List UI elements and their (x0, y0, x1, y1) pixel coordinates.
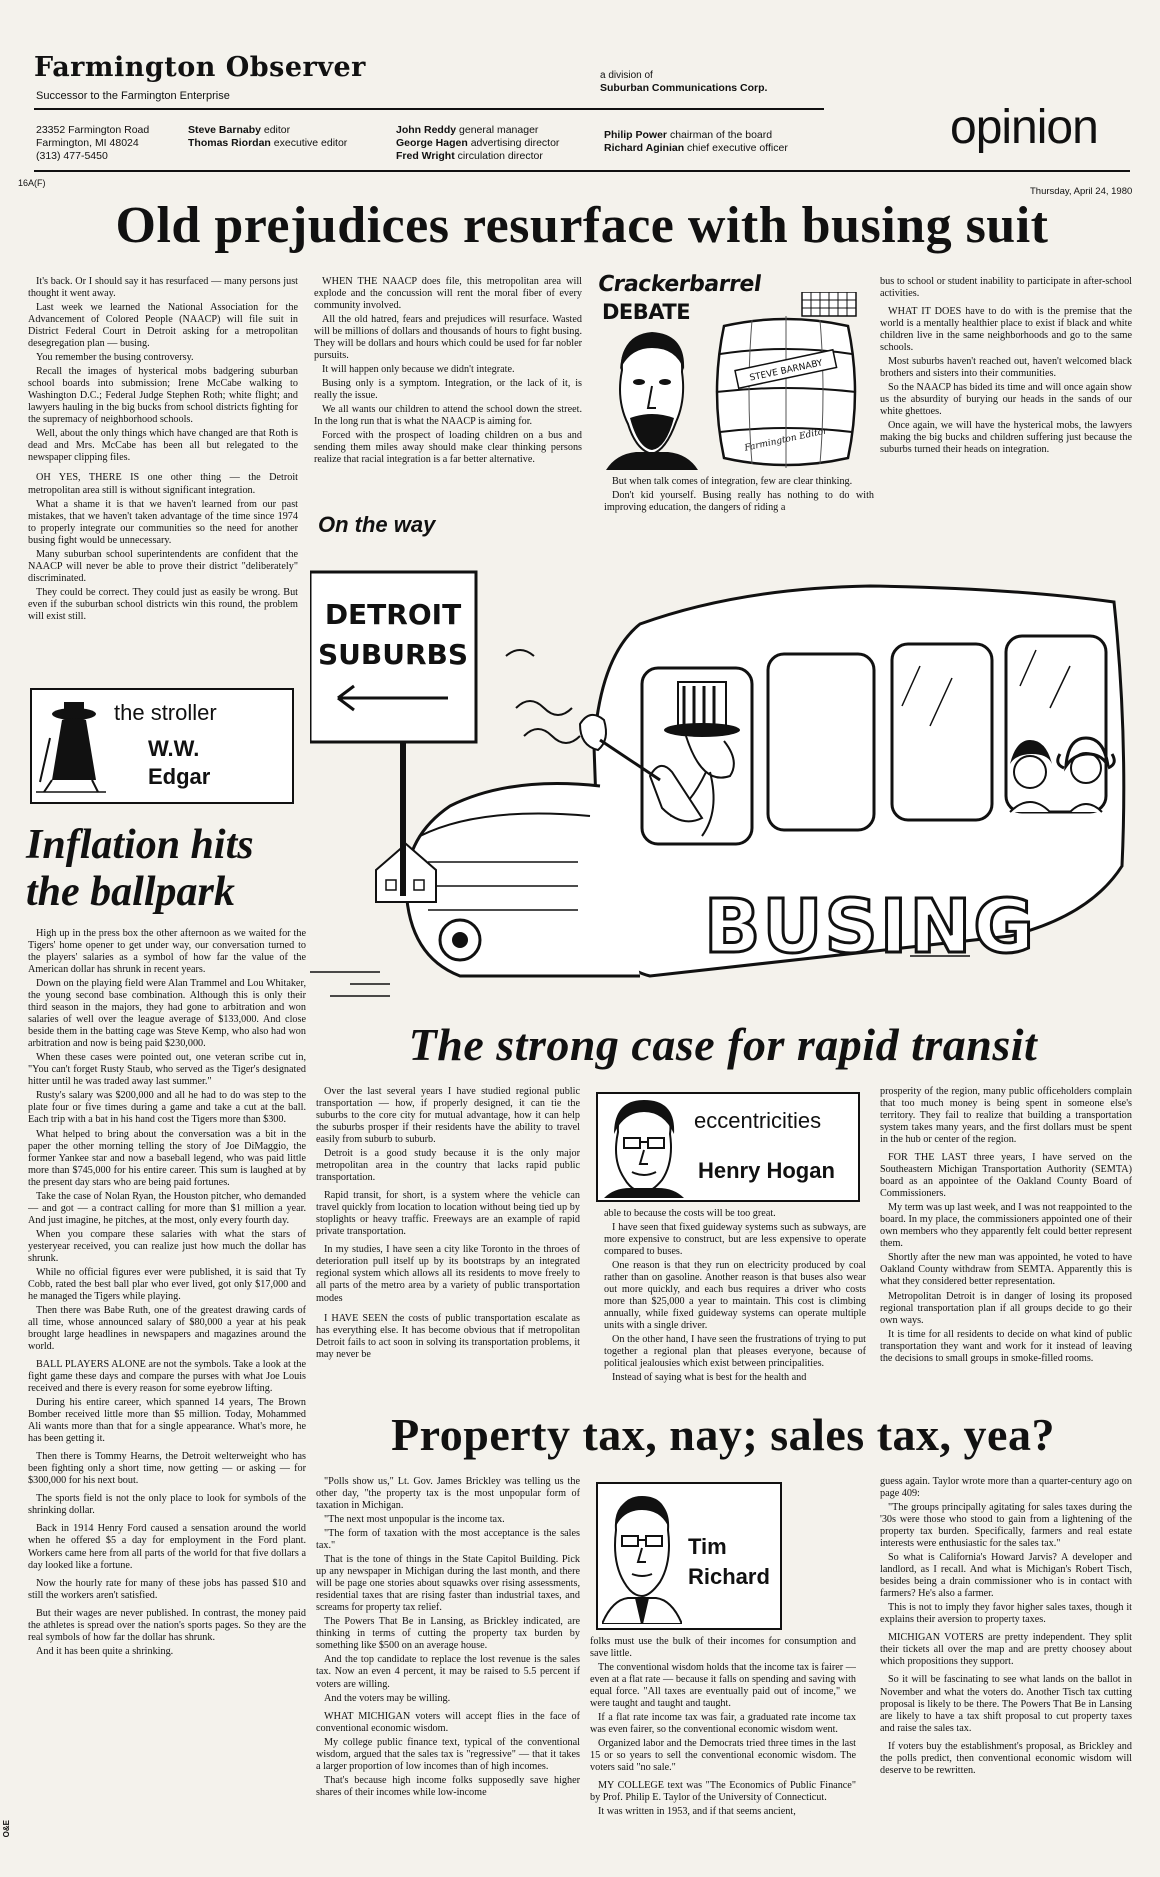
staff-entry: Fred Wright circulation director (396, 150, 543, 163)
paragraph: Don't kid yourself. Busing really has nothing to do with improving education, the dangers of riding a (604, 490, 874, 514)
eccentricities-author: Henry Hogan (698, 1158, 835, 1183)
paragraph: It will happen only because we didn't integrate. (322, 364, 515, 376)
masthead-address (36, 124, 149, 163)
paragraph: MICHIGAN VOTERS are pretty independent. They split their tickets all over the map and are pretty choosey about which propositions they support. (880, 1632, 1132, 1668)
paragraph: WHAT IT DOES have to do with is the premise that the world is a mentally healthier place to exist if black and white children live in the same neighborhoods and go to the same schools. (880, 306, 1132, 354)
paragraph: Down on the playing field were Alan Trammel and Lou Whitaker, the young second base combination. Although this is only their third season in the majors, they had gone to arbitration and won salaries of well over the league average of $133,000. And close beside them in the batting cage was Steve Kemp, who also had won arbitration and now is being paid $230,000. (28, 978, 306, 1050)
paragraph: "The next most unpopular is the income tax. (324, 1514, 505, 1526)
paragraph: Now the hourly rate for many of these jobs has passed $10 and still the workers aren't satisfied. (28, 1577, 306, 1601)
staff-entry: Philip Power chairman of the board (604, 129, 773, 141)
paragraph: "Polls show us," Lt. Gov. James Brickley was telling us the other day, "the property tax is the most unpopular form of taxation in Michigan. (316, 1476, 580, 1512)
paragraph: Well, about the only things which have changed are that Roth is dead and Mrs. McCabe has been all but relegated to the newspaper clipping files. (28, 428, 298, 464)
masthead-staff-board (604, 129, 788, 155)
paragraph: folks must use the bulk of their incomes for consumption and save little. (590, 1636, 856, 1660)
paragraph: That is the tone of things in the State Capitol Building. Pick up any newspaper in Michigan during the last month, and there will be page one stories about squawks over rising assessments, residential taxes that are rising faster than industrial taxes, and screams for property tax relief. (316, 1554, 580, 1614)
sign-line-2: SUBURBS (317, 638, 469, 671)
barrel-icon (706, 292, 866, 472)
paragraph: Instead of saying what is best for the health and (612, 1372, 807, 1384)
staff-entry: John Reddy general manager (396, 124, 539, 136)
masthead-staff-managers (396, 124, 559, 163)
paragraph: What a shame it is that we haven't learned from our past mistakes, that we haven't taken advantage of the time since 1974 to properly integrate our communities so the need for another busing fight would be unnecessary. (28, 498, 298, 546)
paragraph: And it has been quite a shrinking. (36, 1645, 174, 1657)
paragraph: "The groups principally agitating for sales taxes during the '30s were those who stood to gain from a lightening of the property tax burden. Specifically, farmers and real estate interests were enthusiastic for the sales tax." (880, 1502, 1132, 1550)
crackerbarrel-title: Crackerbarrel (596, 272, 763, 297)
bus-label: BUSING (704, 884, 1036, 970)
masthead-staff-editors (188, 124, 347, 150)
staff-entry: Richard Aginian chief executive officer (604, 142, 788, 155)
crackerbarrel-logo (596, 272, 872, 474)
stroller-headline-line-1: Inflation hits (26, 822, 254, 868)
staff-entry: George Hagen advertising director (396, 137, 560, 150)
address-line-1: 23352 Farmington Road (36, 124, 150, 136)
editorial-column-2 (314, 276, 582, 486)
eccentricities-title: eccentricities (694, 1108, 822, 1133)
paragraph: Once again, we will have the hysterical mobs, the lawyers making the big bucks and children suffering just because the suburbs turned their heads on integration. (880, 420, 1132, 456)
paragraph: Recall the images of hysterical mobs badgering suburban school boards into submission; Irene McCabe walking to Washington D.C.; Federal Judge Stephen Roth; white flight; and lawyers hauling in the big bucks from school districts fighting for the supremacy of neighborhood schools. (28, 366, 298, 426)
paragraph: OH YES, THERE IS one other thing — the Detroit metropolitan area still is without significant integration. (28, 472, 298, 496)
stroller-headline (26, 822, 254, 916)
paragraph: High up in the press box the other afternoon as we waited for the Tigers' home opener to get under way, our conversation turned to the players' salaries as a symbol of how far the value of the American dollar has shrunk in recent years. (28, 928, 306, 976)
section-label: opinion (950, 101, 1098, 154)
paragraph: And the voters may be willing. (324, 1692, 451, 1704)
paragraph: That's because high income folks supposedly save higher shares of their incomes while low-income (316, 1774, 580, 1798)
paragraph: bus to school or student inability to participate in after-school activities. (880, 276, 1132, 300)
tax-headline: Property tax, nay; sales tax, yea? (391, 1409, 1055, 1460)
paragraph: Forced with the prospect of loading children on a bus and sending them miles away should make clear thinking persons realize that racial integration is a far better alternative. (314, 430, 582, 466)
paragraph: But their wages are never published. In contrast, the money paid the athletes is spread over the nation's sports pages. So they are the real symbols of how far the dollar has shrunk. (28, 1607, 306, 1643)
paragraph: So it will be fascinating to see what lands on the ballot in November and what the voters do. Another Tisch tax cutting proposal is likely to be there. The Powers That Be in Lansing are likely to have a tax shift proposal to cut property taxes and raise the sales tax. (880, 1674, 1132, 1734)
paragraph: able to because the costs will be too great. (604, 1208, 776, 1219)
phone-number: (313) 477-5450 (36, 150, 108, 163)
paragraph: You remember the busing controversy. (36, 352, 194, 364)
paragraph: If voters buy the establishment's proposal, as Brickley and the polls predict, then conventional economic wisdom will deserve to be rewritten. (880, 1740, 1132, 1776)
stroller-figure-icon (36, 698, 106, 794)
paragraph: It is time for all residents to decide on what kind of public transportation they want and work for it instead of leaving the decisions to small groups in smoke-filled rooms. (880, 1328, 1132, 1364)
paragraph: WHAT MICHIGAN voters will accept flies in the face of conventional economic wisdom. (316, 1710, 580, 1734)
paragraph: guess again. Taylor wrote more than a quarter-century ago on page 409: (880, 1476, 1132, 1500)
margin-code: O&E (2, 1820, 11, 1838)
sign-line-1: DETROIT (324, 598, 462, 631)
stroller-column-header (30, 688, 294, 804)
barnaby-portrait (606, 330, 698, 470)
address-line-2: Farmington, MI 48024 (36, 137, 139, 150)
tax-author-first: Tim (688, 1534, 727, 1559)
paragraph: This is not to imply they favor higher sales taxes, though it explains their aversion to property taxes. (880, 1602, 1132, 1626)
paragraph: We all wants our children to attend the school down the street. In the long run that is what the NAACP is aiming for. (314, 404, 582, 428)
tax-column-3 (880, 1476, 1132, 1872)
paragraph: The sports field is not the only place to look for symbols of the shrinking dollar. (28, 1493, 306, 1517)
paragraph: WHEN THE NAACP does file, this metropolitan area will explode and the concussion will rent the moral fiber of every community involved. (314, 276, 582, 312)
paragraph: And the top candidate to replace the lost revenue is the sales tax. Now an even 4 percent, it may be raised to 5.5 percent if voters are willing. (316, 1654, 580, 1690)
paragraph: Organized labor and the Democrats tried three times in the last 15 or so years to sell the conventional economic wisdom. The voters said "no sale." (590, 1738, 856, 1774)
tax-author-last: Richard (688, 1564, 770, 1589)
masthead-division: a division of (600, 70, 653, 81)
paragraph: Over the last several years I have studied regional public transportation — how, if properly designed, it can tie the suburbs to the core city for mutual advantage, how it can help the suburbs prosper if their residents have the ability to travel easily from suburb to suburb. (316, 1086, 580, 1146)
paragraph: "The form of taxation with the most acceptance is the sales tax." (316, 1528, 580, 1552)
paragraph: What helped to bring about the conversation was a bit in the paper the other morning telling the story of Joe DiMaggio, the former Yankee star and now a baseball legend, who was paid little more than $745,000 for his entire career. This sum is laughed at by the present day stars who are being paid fortunes. (28, 1128, 306, 1188)
busing-cartoon (310, 536, 1132, 1006)
editorial-headline: Old prejudices resurface with busing suit (115, 197, 1049, 254)
barrel-title-label: Farmington Editor (743, 426, 829, 454)
paragraph: So the NAACP has bided its time and will once again show us the absurdity of burying our heads in the sands of our white ghettoes. (880, 382, 1132, 418)
paragraph: Rusty's salary was $200,000 and all he had to do was step to the plate four or five times during a game and take a cut at the ball. Each trip with a bat in his hand cost the Tigers more than $300. (28, 1090, 306, 1126)
paragraph: But when talk comes of integration, few are clear thinking. (612, 476, 853, 487)
paragraph: It was written in 1953, and if that seems ancient, (598, 1806, 796, 1818)
paragraph: In my studies, I have seen a city like Toronto in the throes of deterioration pull itself up by its bootstraps by an integrated regional system which allows all its residents to move freely to all parts of the metro area by a variety of public transportation modes (316, 1244, 580, 1304)
editorial-column-1 (28, 276, 298, 660)
stroller-headline-line-2: the ballpark (26, 869, 235, 916)
paragraph: MY COLLEGE text was "The Economics of Public Finance" by Prof. Philip E. Taylor of the University of Connecticut. (590, 1780, 856, 1804)
richard-portrait (602, 1490, 682, 1624)
paragraph: FOR THE LAST three years, I have served on the Southeastern Michigan Transportation Authority (SEMTA) board as an appointee of the Oakland County Board of Commissioners. (880, 1152, 1132, 1200)
paragraph: Detroit is a good study because it is the only major metropolitan area in the country that lacks rapid public transportation. (316, 1148, 580, 1184)
masthead-parent-corp: Suburban Communications Corp. (600, 82, 768, 94)
paragraph: During his entire career, which spanned 14 years, The Brown Bomber received little more than $5 million. Today, Mohammed Ali wants more than that for a single appearance. What's more, he has been getting it. (28, 1397, 306, 1445)
tim-richard-column-header (596, 1482, 782, 1630)
paragraph: The conventional wisdom holds that the income tax is fairer — even at a flat rate — because it falls on spending and saving with equal force. "All taxes are eventually paid out of income," we were taught and taught and taught. (590, 1662, 856, 1710)
paragraph: Rapid transit, for short, is a system where the vehicle can travel quickly from location to location without being tied up by stoplights or heavy traffic. Freeways are an example of rapid private transportation. (316, 1190, 580, 1238)
transit-column-3 (880, 1086, 1132, 1398)
paragraph: Shortly after the new man was appointed, he voted to have Oakland County withdraw from SEMTA. Apparently this is what they considered better representation. (880, 1252, 1132, 1288)
paragraph: Then there is Tommy Hearns, the Detroit welterweight who has been fighting only a short time, now getting — or asking — for $300,000 for his next bout. (28, 1451, 306, 1487)
paragraph: Busing only is a symptom. Integration, or the lack of it, is really the issue. (314, 378, 582, 402)
editorial-column-4 (880, 276, 1132, 500)
paragraph: If a flat rate income tax was fair, a graduated rate income tax was even fairer, so the conventional economic wisdom went. (590, 1712, 856, 1736)
paragraph: On the other hand, I have seen the frustrations of trying to put together a regional plan that pleases everyone, because of political jealousies which exist between principalities. (604, 1334, 866, 1370)
staff-entry: Thomas Riordan executive editor (188, 137, 348, 150)
stroller-title: the stroller (114, 700, 217, 725)
paragraph: So what is California's Howard Jarvis? A developer and landlord, as I recall. And what is Michigan's Robert Tisch, besides being a drain commissioner who is in contact with farmers? He's also a farmer. (880, 1552, 1132, 1600)
paragraph: I HAVE SEEN the costs of public transportation escalate as has everything else. It has become obvious that if metropolitan Detroit fails to act soon in solving its transportation problems, it may never be (316, 1312, 580, 1360)
transit-column-2 (604, 1208, 866, 1394)
paragraph: When you compare these salaries with what the stars of yesteryear received, you can realize just how much the dollar has shrunk. (28, 1228, 306, 1264)
stroller-author-name: Edgar (148, 764, 211, 789)
paragraph: BALL PLAYERS ALONE are not the symbols. Take a look at the fight game these days and compare the purses with what Joe Louis received and there is every reason for some eyebrow lifting. (28, 1359, 306, 1395)
paragraph: All the old hatred, fears and prejudices will resurface. Wasted will be millions of dollars and thousands of hours to fight busing. They will be dollars and hours which could be used for far nobler pursuits. (314, 314, 582, 362)
masthead-subtitle: Successor to the Farmington Enterprise (36, 90, 230, 102)
paragraph: It's back. Or I should say it has resurfaced — many persons just thought it went away. (28, 276, 298, 300)
paragraph: Back in 1914 Henry Ford caused a sensation around the world when he offered $5 a day for employment in the Ford plant. Workers came here from all parts of the world for that five dollars a day looked like a fortune. (28, 1523, 306, 1571)
paragraph: Last week we learned the National Association for the Advancement of Colored People (NAACP) will file suit in District Federal Court in Detroit asking for a metropolitan desegregation plan — busing. (28, 302, 298, 350)
paragraph: My term was up last week, and I was not reappointed to the board. In my place, the commissioners appointed one of their own members who they apparently felt could better represent them. (880, 1202, 1132, 1250)
paragraph: Many suburban school superintendents are confident that the NAACP will never be able to prove their district "deliberately" discriminated. (28, 548, 298, 584)
crackerbarrel-subtitle: DEBATE (602, 300, 691, 324)
masthead-title: Farmington Observer (34, 52, 366, 83)
masthead-rule (34, 108, 824, 110)
paragraph: One reason is that they run on electricity produced by coal rather than on gasoline. Another reason is that buses also wear out more quickly, and each bus requires a driver who costs more than $25,000 a year to maintain. This cost is climbing annually, while fixed guideway systems can operate multiple units with a single driver. (604, 1260, 866, 1332)
editorial-column-3 (604, 476, 874, 536)
barrel-name-label: STEVE BARNABY (748, 358, 824, 384)
paragraph: Take the case of Nolan Ryan, the Houston pitcher, who demanded — and got — a contract calling for more than $1 million a year. And just imagine, he pitches, at the most, only every fourth day. (28, 1190, 306, 1226)
paragraph: When these cases were pointed out, one veteran scribe cut in, "You can't forget Rusty Staub, who served as the Tiger's designated hitter until he was traded away last summer." (28, 1052, 306, 1088)
tax-column-1 (316, 1476, 580, 1872)
hogan-portrait (604, 1098, 684, 1198)
stroller-author-initials: W.W. (148, 736, 200, 761)
paragraph: I have seen that fixed guideway systems such as subways, are more expensive to construct, but are less expensive to operate compared to buses. (604, 1222, 866, 1258)
stroller-body (28, 928, 306, 1870)
transit-column-1 (316, 1086, 580, 1362)
paragraph: prosperity of the region, many public officeholders complain that too much money is being spent in someone else's territory. They fail to realize that building a transportation system takes many years, and the first dollars must be spent in the hub or center of the region. (880, 1086, 1132, 1146)
transit-headline: The strong case for rapid transit (408, 1019, 1038, 1070)
paragraph: While no official figures ever were published, it is said that Ty Cobb, rated the best ball plar who ever lived, got only $17,000 and he managed the Tigers while playing. (28, 1266, 306, 1302)
paragraph: Then there was Babe Ruth, one of the greatest drawing cards of all time, whose announced salary of $80,000 a year at his peak brought large headlines in newspapers and magazines around the world. (28, 1304, 306, 1353)
masthead-bottom-rule (34, 170, 1130, 172)
staff-entry: Steve Barnaby editor (188, 124, 291, 136)
paragraph: They could be correct. They could just as easily be wrong. But even if the suburban school districts win this round, the problem will exist still. (28, 586, 298, 622)
paragraph: My college public finance text, typical of the conventional wisdom, argued that the sales tax is "regressive" — that it takes a larger proportion of low incomes than of high incomes. (316, 1736, 580, 1772)
page-code: 16A(F) (18, 178, 46, 188)
issue-date: Thursday, April 24, 1980 (1030, 186, 1133, 197)
paragraph: Metropolitan Detroit is in danger of losing its proposed regional transportation plan if all groups decide to go their own ways. (880, 1290, 1132, 1326)
paragraph: Most suburbs haven't reached out, haven't welcomed black brothers and sisters into their communities. (880, 356, 1132, 380)
tax-column-2 (590, 1636, 856, 1872)
cartoon-caption: On the way (318, 512, 436, 537)
paragraph: The Powers That Be in Lansing, as Brickley indicated, are thinking in terms of cutting the property tax burden by something like $500 on an average house. (316, 1616, 580, 1652)
eccentricities-column-header (596, 1092, 860, 1202)
